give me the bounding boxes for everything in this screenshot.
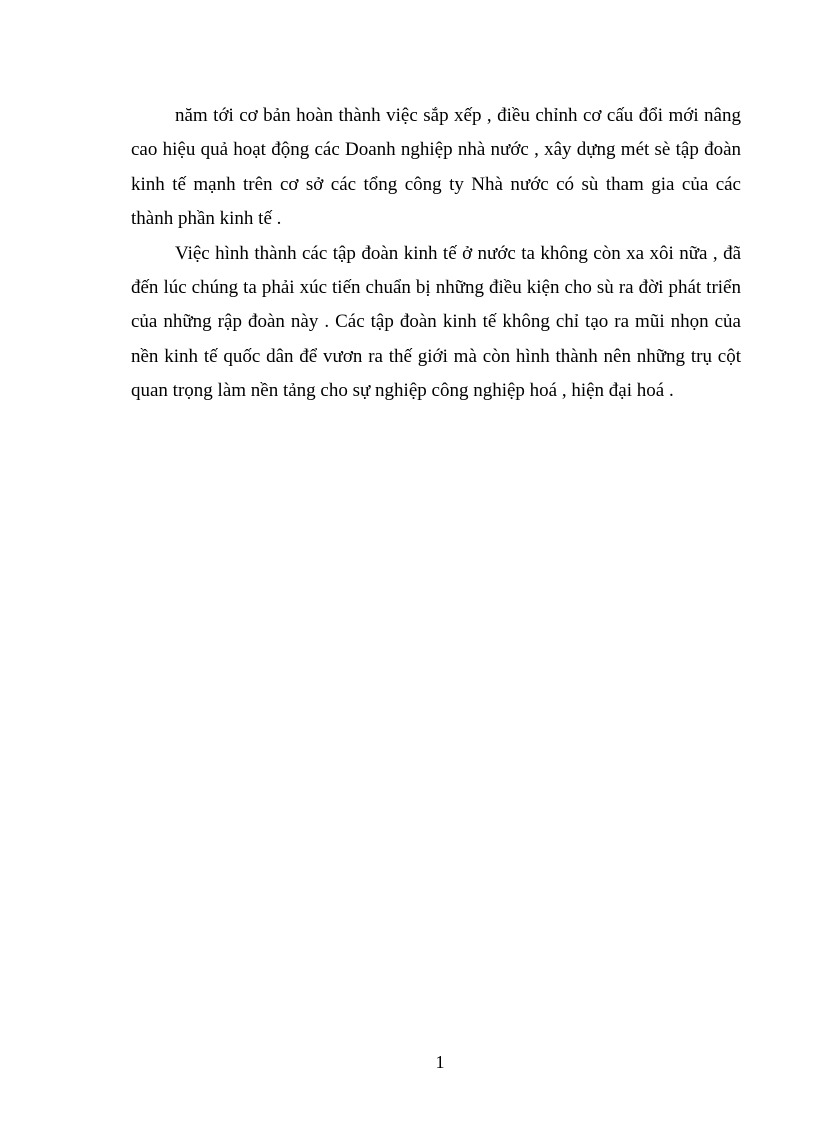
paragraph-2: Việc hình thành các tập đoàn kinh tế ở nước ta không còn xa xôi nữa , đã đến lúc chúng ta phải xúc tiến chuẩn bị những điều kiện cho sù ra đời phát triển của những rập đoàn này . Các tập đoàn kinh tế không chỉ tạo ra mũi nhọn của nền kinh tế quốc dân để vươn ra thế giới mà còn hình thành nên những trụ cột quan trọng làm nền tảng cho sự nghiệp công nghiệp hoá , hiện đại hoá .	[131, 242, 741, 402]
body-text	[131, 99, 741, 409]
page-number: 1	[435, 1052, 445, 1072]
paragraph-1: năm tới cơ bản hoàn thành việc sắp xếp , điều chỉnh cơ cấu đổi mới nâng cao hiệu quả hoạt động các Doanh nghiệp nhà nước , xây dựng mét sè tập đoàn kinh tế mạnh trên cơ sở các tổng công ty Nhà nước có sù tham gia của các thành phần kinh tế .	[131, 105, 741, 230]
